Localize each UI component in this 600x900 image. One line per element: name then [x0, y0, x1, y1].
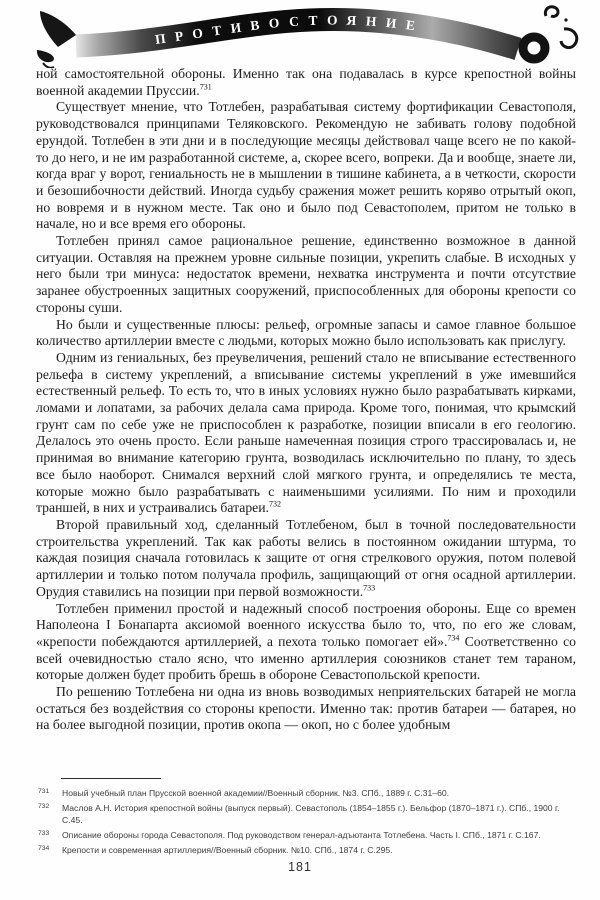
paragraph: Тотлебен принял самое рациональное решение, единственно возможное в данной ситуации. Оставляя на прежнем уровне сильные позиции, укрепить слабые. В исходных у него были три минуса: недостаток времени, нехватка инструмента и почти отсутствие заранее обустроенных защитных сооружений, приспособленных для обороны крепости со стороны суши. — [36, 233, 576, 315]
paragraph: Второй правильный ход, сделанный Тотлебеном, был в точной последовательности строительства укреплений. Так как работы велись в постоянном ожидании штурма, то каждая позиция сначала готовилась к защите от огня стрелкового оружия, потом полевой артиллерии и только потом получала профиль, защищающий от огня осадной артиллерии. Орудия ставились на позиции при первой возможности.$^{733}$ — [36, 516, 576, 599]
footnote-number: 733 — [38, 829, 50, 837]
footnote-item — [36, 787, 577, 799]
footnotes-list — [36, 787, 577, 858]
page-number: 181 — [288, 860, 312, 874]
paragraph: Существует мнение, что Тотлебен, разрабатывая систему фортификации Севастополя, руководствовался принципами Теляковского. Рекомендую не забивать голову подобной ерундой. Тотлебен в эти дни и в последующие месяцы действовал чаще всего не по какой-то до него, и не им разработанной системе, а, скорее всего, вопреки. Да и вообще, знаете ли, когда враг у ворот, гениальность не в мышлении в тишине кабинета, а в четкости, скорости и безошибочности действий. Иногда судьбу сражения может решить коряво отрытый окоп, но вовремя и в нужном месте. Так оно и было под Севастополем, притом не только в начале, но и все время его обороны. — [36, 99, 576, 232]
footnote-marker: 733 — [363, 583, 376, 593]
paragraph: Тотлебен применил простой и надежный способ построения обороны. Еще со времен Наполеона I Бонапарта аксиомой военного искусства было то, что, по его же словам, «крепости побеждаются артиллерией, а пехота только помогает ей».$^{734}$ Соответственно со всей очевидностью стало ясно, что именно артиллерия союзников станет тем тараном, которые должен будет пробить брешь в обороне Севастопольской крепости. — [36, 600, 576, 683]
ribbon-left-flourish — [37, 11, 76, 68]
footnote-marker: 734 — [447, 633, 460, 643]
ribbon-right-flourish — [523, 7, 577, 59]
footnote-text: Описание обороны города Севастополя. Под руководством генерал-адъютанта Тотлебена. Часть I. СПб., 1871 г. С.167. — [62, 829, 541, 840]
footnote-number: 732 — [38, 802, 50, 810]
footnote-item — [36, 802, 577, 827]
footnote-marker: 731 — [199, 82, 212, 92]
footnote-item — [36, 844, 577, 856]
footnote-separator — [61, 778, 161, 779]
footnote-marker: 732 — [268, 499, 281, 509]
paragraph: По решению Тотлебена ни одна из вновь возводимых неприятельских батарей не могла остаться без воздействия со стороны крепости. Именно так: против батареи — батарея, но на более выгодной позиции, против окопа — окоп, но с более удобным — [36, 684, 576, 733]
footnote-text: Крепости и современная артиллерия//Военный сборник. №10. СПб., 1874 г. С.295. — [62, 844, 393, 855]
paragraph: ной самостоятельной обороны. Именно так она подавалась в курсе крепостной войны военной академии Пруссии.$^{731}$ — [36, 66, 576, 98]
footnote-number: 734 — [38, 844, 50, 852]
footnote-item — [36, 829, 577, 841]
chapter-banner — [0, 2, 600, 68]
paragraph: Одним из гениальных, без преувеличения, решений стало не вписывание естественного рельефа в систему укреплений, а вписывание системы укреплений в уже имевшийся естественный рельеф. То есть то, что в иных условиях нужно было разрабатывать кирками, ломами и лопатами, за рабочих делала сама природа. Кроме того, понимая, что крымский грунт сам по себе уже не приспособлен к разработке, позиции вписали в его геологию. Делалось это очень просто. Если раньше намеченная позиция строго трассировалась и, не принимая во внимание категорию грунта, возводилась исключительно по плану, то здесь все было наоборот. Снимался верхний слой мягкого грунта, и определялись те места, которые можно было разрабатывать с наименьшими усилиями. По ним и проходили траншей, в них и устраивались батареи.$^{732}$ — [36, 349, 576, 516]
chapter-title: ПРОТИВОСТОЯНИЕ — [154, 12, 426, 47]
footnote-number: 731 — [38, 788, 50, 795]
footnote-text: Новый учебный план Прусской военной академии//Военный сборник. №3. СПб., 1889 г. С.31–60. — [62, 788, 450, 798]
footnote-text: Маслов А.Н. История крепостной войны (выпуск первый). Севастополь (1854–1855 г.). Бельфор (1870–1871 г.). СПб., 1900 г. С.45. — [62, 802, 560, 826]
body-text — [36, 66, 576, 780]
paragraph: Но были и существенные плюсы: рельеф, огромные запасы и самое главное большое количество артиллерии вместе с людьми, которых можно было использовать как прислугу. — [36, 316, 576, 349]
